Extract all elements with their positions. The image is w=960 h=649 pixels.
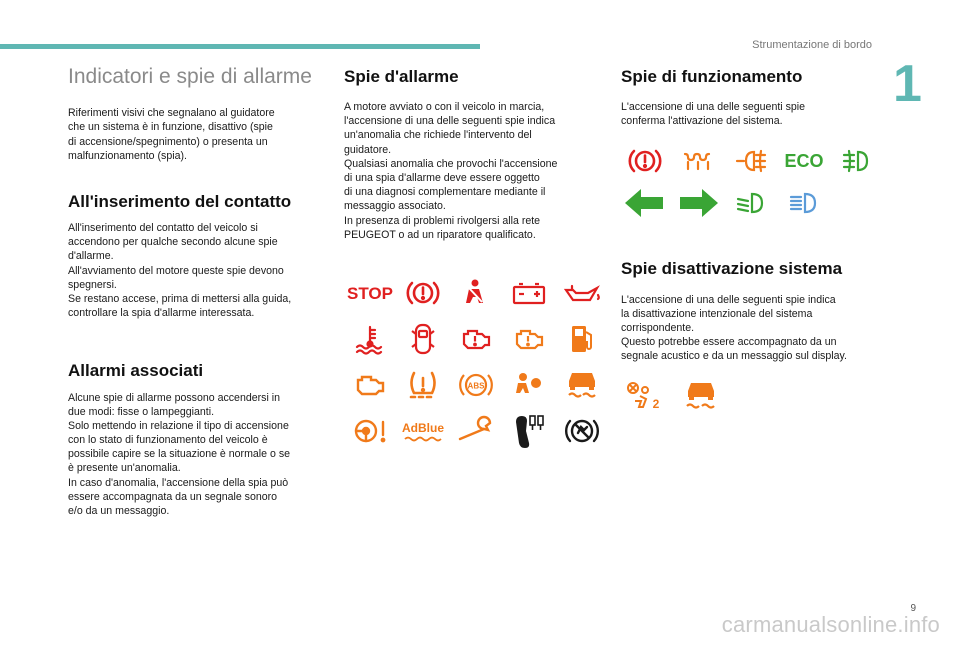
function-text: L'accensione di una delle seguenti spie conferma l'attivazione del sistema. [621, 101, 806, 128]
passenger-airbag-off-icon [617, 372, 669, 420]
seatbelt-icon [450, 270, 502, 316]
alarm-text: A motore avviato o con il veicolo in marcia, l'accensione di una delle seguenti spie indica un'anomalia che richiede l'intervento del guidatore. Qualsiasi anomalia che provochi l'accensione di una spia d'allarme deve essere oggetto di una diagnosi complementare mediante il messaggio associato. In presenza di problemi rivolgersi alla rete PEUGEOT o ad un riparatore qualificato. [344, 101, 558, 241]
battery-icon [503, 270, 555, 316]
preheating-icon [674, 140, 722, 182]
service-wrench-icon [450, 408, 502, 454]
esp-off-icon [675, 372, 727, 420]
intro-text: Riferimenti visivi che segnalano al guidatore che un sistema è in funzione, disattivo (spie di accensione/spegnimento) o presenta un malfunzionamento (spia). [68, 107, 275, 162]
coolant-temperature-icon [344, 316, 396, 362]
stop-label: STOP [347, 284, 393, 303]
foot-on-brake-icon [503, 408, 555, 454]
engine-check-icon [344, 362, 396, 408]
page-title: Indicatori e spie di allarme [68, 65, 312, 88]
assoc-text: Alcune spie di allarme possono accendersi in due modi: fisse o lampeggianti. Solo mettendo in relazione il tipo di accensione con lo stato di funzionamento del veicolo è possibile capire se la situazione è normale o se è presente un'anomalia. In caso d'anomalia, l'accensione della spia può essere accompagnata da un segnale sonoro e/o da un messaggio. [68, 391, 291, 517]
electric-parking-brake-icon [621, 140, 669, 182]
section-title: Strumentazione di bordo [752, 39, 872, 51]
front-fog-icon [833, 140, 881, 182]
adblue-label: AdBlue [402, 421, 444, 435]
steering-alert-icon [344, 408, 396, 454]
deactivation-text: L'accensione di una delle seguenti spie indica la disattivazione intenzionale del sistema corrispondente. Questo potrebbe essere accompagnato da un segnale acustico e da un messaggio sul display. [621, 293, 847, 363]
oil-pressure-icon [556, 270, 608, 316]
airbag-icon [503, 362, 555, 408]
turn-right-icon [674, 182, 722, 224]
deactivation-icon-grid [617, 372, 727, 420]
main-beam-icon [780, 182, 828, 224]
chapter-number: 1 [893, 55, 922, 113]
eco-label: ECO [784, 151, 824, 171]
abs-icon [450, 362, 502, 408]
parking-brake-icon [556, 408, 608, 454]
column-intro [68, 64, 330, 518]
contact-text: All'inserimento del contatto del veicolo si accendono per qualche secondo alcune spie d'allarme. All'avviamento del motore queste spie devono spegnersi. Se restano accese, prima di mettersi alla guida, controllare la spia d'allarme interessata. [68, 222, 292, 320]
eco-icon [780, 140, 828, 182]
function-icon-grid [621, 140, 881, 224]
turn-left-icon [621, 182, 669, 224]
engine-alert-red-icon [450, 316, 502, 362]
watermark: carmanualsonline.info [721, 612, 940, 637]
esp-icon [556, 362, 608, 408]
alarm-icon-grid [344, 270, 608, 454]
page-number: 9 [910, 603, 916, 614]
door-open-icon [397, 316, 449, 362]
rear-fog-icon [727, 140, 775, 182]
contact-heading: All'inserimento del contatto [68, 192, 292, 211]
fuel-icon [556, 316, 608, 362]
column-alarm [344, 64, 594, 242]
alarm-heading: Spie d'allarme [344, 67, 459, 86]
brake-icon [397, 270, 449, 316]
engine-alert-orange-icon [503, 316, 555, 362]
stop-icon [344, 270, 396, 316]
abs-label: ABS [467, 381, 485, 391]
dipped-beam-icon [727, 182, 775, 224]
function-heading: Spie di funzionamento [621, 67, 803, 86]
tyre-pressure-icon [397, 362, 449, 408]
assoc-heading: Allarmi associati [68, 361, 204, 381]
deactivation-heading: Spie disattivazione sistema [621, 259, 843, 279]
airbag-off-seat-number: 2 [652, 397, 660, 411]
header-accent-bar [0, 44, 480, 49]
adblue-icon [397, 408, 449, 454]
